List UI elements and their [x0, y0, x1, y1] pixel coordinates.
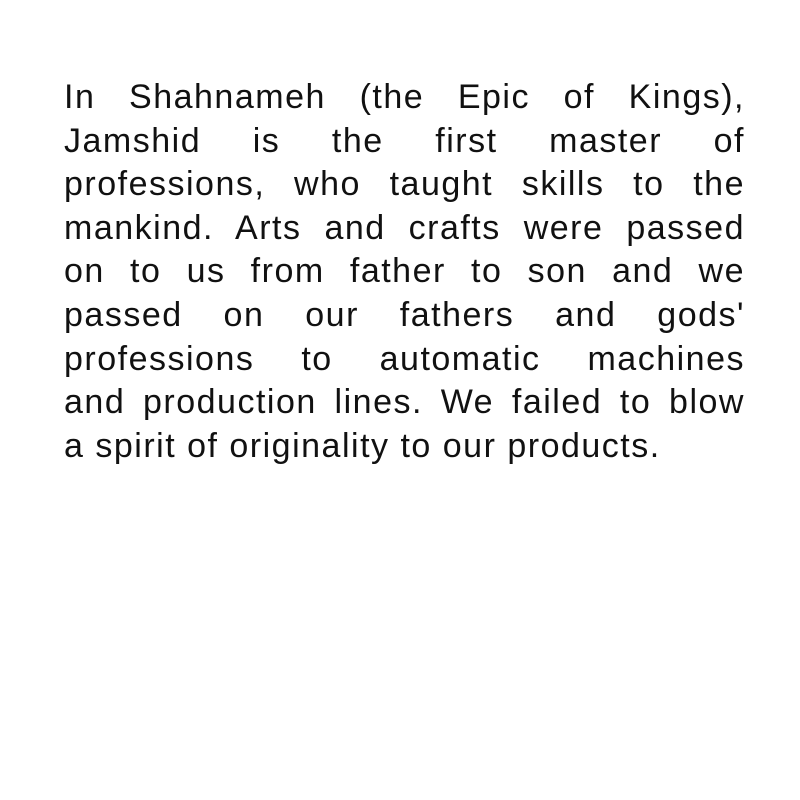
paragraph-line: and production lines. We failed to blow — [64, 383, 745, 422]
paragraph-line: on to us from father to son and we — [64, 252, 745, 291]
paragraph-line: professions to automatic machines — [64, 339, 745, 378]
paragraph-line: mankind. Arts and crafts were passed — [64, 208, 745, 247]
paragraph-line: professions, who taught skills to the — [64, 165, 745, 204]
paragraph-line: a spirit of originality to our products. — [64, 426, 661, 465]
paragraph-line: passed on our fathers and gods' — [64, 295, 745, 334]
paragraph-line: Jamshid is the first master of — [64, 121, 745, 160]
body-paragraph — [64, 76, 745, 468]
paragraph-line: In Shahnameh (the Epic of Kings), — [64, 78, 745, 116]
